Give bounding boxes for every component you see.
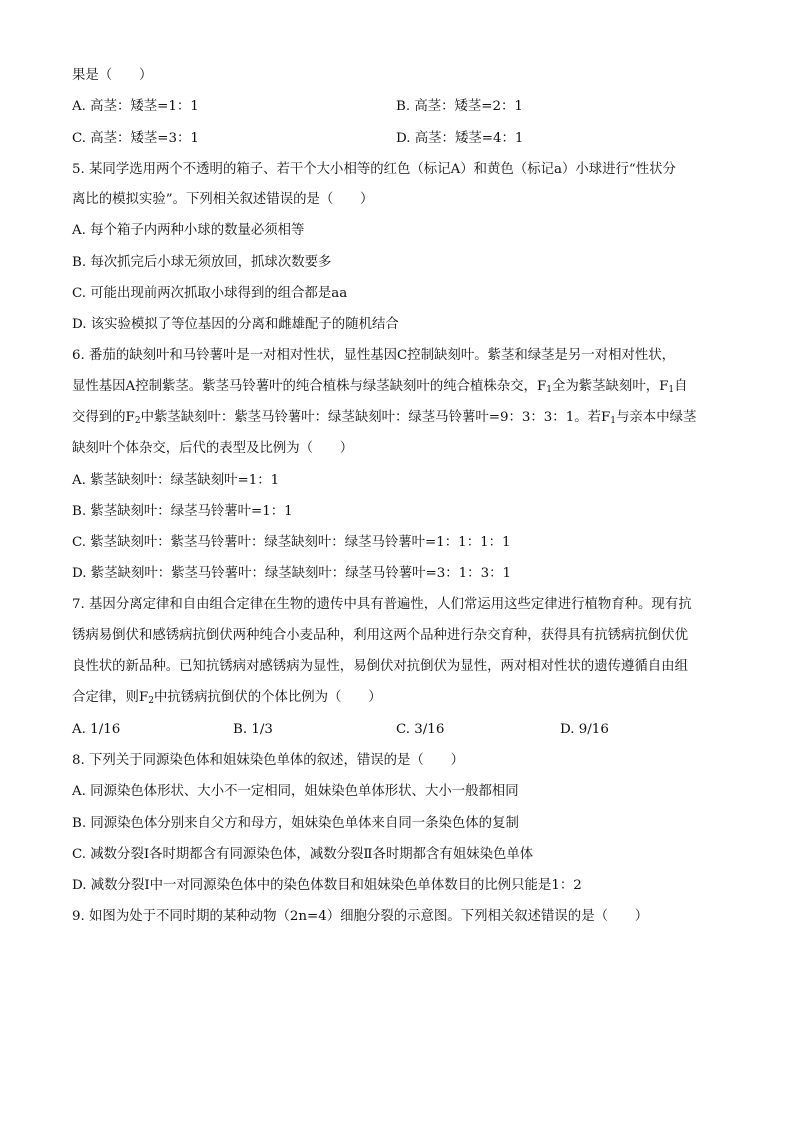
q7-option-c[interactable]: C. 3/16 <box>396 722 445 737</box>
q6-l2-sub-1: 1 <box>546 385 552 395</box>
q7-option-b[interactable]: B. 1/3 <box>233 722 273 737</box>
q4-stem-tail: 果是（ ） <box>72 68 153 83</box>
q5-option-a[interactable]: A. 每个箱子内两种小球的数量必须相等 <box>72 223 305 238</box>
q5-stem-line-1: 5. 某同学选用两个不透明的箱子、若干个大小相等的红色（标记A）和黄色（标记a）小球进行“性状分 <box>72 162 676 177</box>
q7-stem-line-3: 良性状的新品种。已知抗锈病对感锈病为显性，易倒伏对抗倒伏为显性，两对相对性状的遗传遵循自由组 <box>72 659 688 674</box>
q7-option-d[interactable]: D. 9/16 <box>560 722 609 737</box>
q6-option-b[interactable]: B. 紫茎缺刻叶：绿茎马铃薯叶=1：1 <box>72 504 293 519</box>
q7-option-a[interactable]: A. 1/16 <box>72 722 121 737</box>
q6-l3-sub-2: 1 <box>610 416 617 426</box>
q6-option-d[interactable]: D. 紫茎缺刻叶：紫茎马铃薯叶：绿茎缺刻叶：绿茎马铃薯叶=3：1：3：1 <box>72 566 512 581</box>
q6-stem-line-4: 缺刻叶个体杂交，后代的表型及比例为（ ） <box>72 441 354 456</box>
q4-option-c[interactable]: C. 高茎：矮茎=3：1 <box>72 131 199 146</box>
q4-options-row-1 <box>72 98 732 116</box>
q6-l3-text-2: 中紫茎缺刻叶：紫茎马铃薯叶：绿茎缺刻叶：绿茎马铃薯叶=9：3：3：1。若F <box>140 410 611 425</box>
q6-option-c[interactable]: C. 紫茎缺刻叶：紫茎马铃薯叶：绿茎缺刻叶：绿茎马铃薯叶=1：1：1：1 <box>72 535 511 550</box>
q8-option-a[interactable]: A. 同源染色体形状、大小不一定相同，姐妹染色单体形状、大小一般都相同 <box>72 784 519 799</box>
q7-l4-sub-1: 2 <box>148 696 154 706</box>
q7-l4-text-2: 中抗锈病抗倒伏的个体比例为（ ） <box>153 690 382 705</box>
q5-option-d[interactable]: D. 该实验模拟了等位基因的分离和雌雄配子的随机结合 <box>72 317 399 332</box>
q8-option-d[interactable]: D. 减数分裂Ⅰ中一对同源染色体中的染色体数目和姐妹染色单体数目的比例只能是1：2 <box>72 878 582 893</box>
q4-option-b[interactable]: B. 高茎：矮茎=2：1 <box>396 99 523 114</box>
q6-l2-text-1: 显性基因A控制紫茎。紫茎马铃薯叶的纯合植株与绿茎缺刻叶的纯合植株杂交，F <box>72 379 547 394</box>
q6-l2-sub-2: 1 <box>668 385 675 395</box>
q6-l2-text-3: 自 <box>674 379 688 394</box>
q5-option-c[interactable]: C. 可能出现前两次抓取小球得到的组合都是aa <box>72 286 348 301</box>
q8-option-c[interactable]: C. 减数分裂Ⅰ各时期都含有同源染色体，减数分裂Ⅱ各时期都含有姐妹染色单体 <box>72 847 534 862</box>
q6-option-a[interactable]: A. 紫茎缺刻叶：绿茎缺刻叶=1：1 <box>72 473 280 488</box>
q7-l4-text-1: 合定律，则F <box>72 690 149 705</box>
q7-stem-line-4 <box>72 689 732 707</box>
q6-stem-line-2 <box>72 378 732 396</box>
q7-stem-line-2: 锈病易倒伏和感锈病抗倒伏两种纯合小麦品种，利用这两个品种进行杂交育种，获得具有抗锈病抗倒伏优 <box>72 628 688 643</box>
q9-stem: 9. 如图为处于不同时期的某种动物（2n=4）细胞分裂的示意图。下列相关叙述错误的是（ ） <box>72 909 649 924</box>
q6-l2-text-2: 全为紫茎缺刻叶，F <box>551 379 669 394</box>
q7-options-row <box>72 721 732 739</box>
q4-option-d[interactable]: D. 高茎：矮茎=4：1 <box>396 131 524 146</box>
q6-l3-sub-1: 2 <box>134 416 141 426</box>
q8-stem: 8. 下列关于同源染色体和姐妹染色单体的叙述，错误的是（ ） <box>72 753 464 768</box>
q6-stem-line-3 <box>72 409 732 427</box>
q6-l3-text-1: 交得到的F <box>72 410 135 425</box>
q5-stem-line-2: 离比的模拟实验”。下列相关叙述错误的是（ ） <box>72 192 374 207</box>
q6-l3-text-3: 与亲本中绿茎 <box>616 410 697 425</box>
q4-option-a[interactable]: A. 高茎：矮茎=1：1 <box>72 99 199 114</box>
q8-option-b[interactable]: B. 同源染色体分别来自父方和母方，姐妹染色单体来自同一条染色体的复制 <box>72 816 519 831</box>
q4-options-row-2 <box>72 130 732 148</box>
q6-stem-line-1: 6. 番茄的缺刻叶和马铃薯叶是一对相对性状，显性基因C控制缺刻叶。紫茎和绿茎是另一对相对性状， <box>72 348 676 363</box>
q5-option-b[interactable]: B. 每次抓完后小球无须放回，抓球次数要多 <box>72 255 332 270</box>
q7-stem-line-1: 7. 基因分离定律和自由组合定律在生物的遗传中具有普遍性，人们常运用这些定律进行植物育种。现有抗 <box>72 597 692 612</box>
